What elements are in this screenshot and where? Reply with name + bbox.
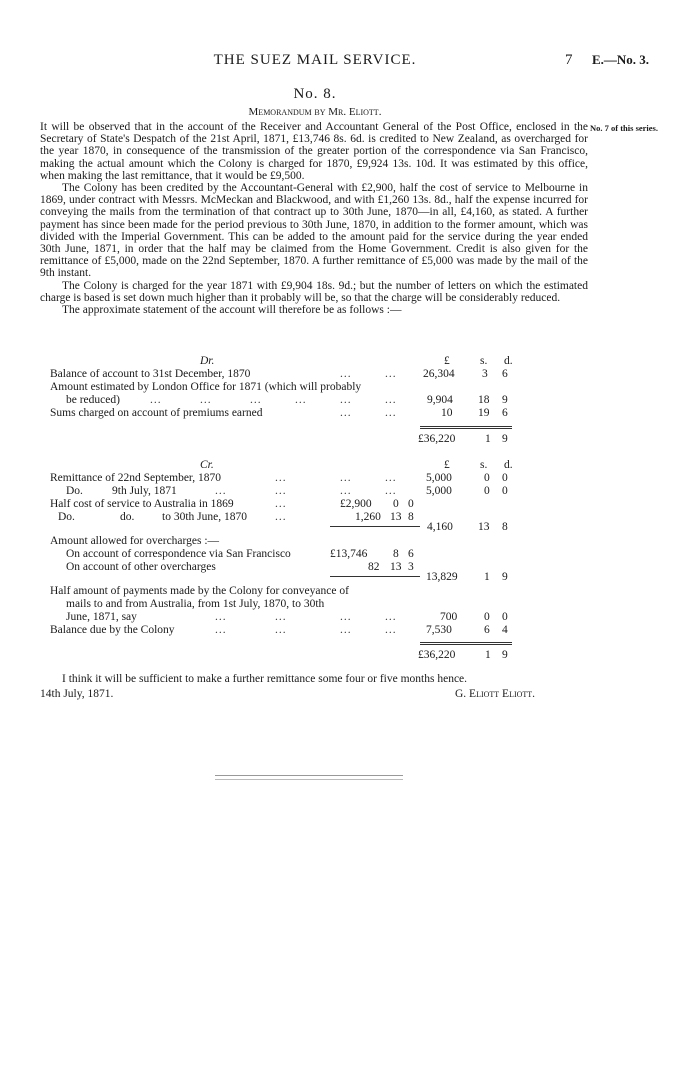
sub-amount-shillings: 8 — [393, 548, 399, 560]
credit-row: Do. do. to 30th June, 1870 ... 1,260 13 8 — [58, 511, 414, 523]
page-number: 7 — [565, 52, 573, 68]
row-label-continued: June, 1871, say — [66, 611, 137, 623]
row-label: Amount estimated by London Office for 1871 (which will probably — [50, 381, 362, 393]
amount-pence: 6 — [502, 407, 508, 419]
credit-row: Balance due by the Colony ... ... ... ... 7,530 6 4 — [50, 624, 508, 636]
paragraph: The Colony is charged for the year 1871 with £9,904 18s. 9d.; but the number of letters on which the estimated charge is based is set down much higher than it probably will be, so that the charge will be considerably reduced. — [40, 279, 588, 304]
sub-amount-pence: 6 — [408, 548, 414, 560]
shillings-heading: s. — [480, 459, 488, 471]
amount-pounds: 700 — [440, 611, 458, 623]
debit-row — [40, 381, 588, 394]
amount-shillings: 0 — [484, 485, 490, 497]
row-label: On account of correspondence via San Francisco — [66, 548, 291, 560]
pounds-heading: £ — [444, 459, 450, 471]
row-label: Balance due by the Colony — [50, 624, 175, 636]
amount-pounds: 5,000 — [426, 485, 452, 497]
row-label: Do. — [66, 485, 83, 497]
amount-pence: 8 — [502, 521, 508, 533]
amount-shillings: 0 — [484, 472, 490, 484]
amount-shillings: 1 — [484, 571, 490, 583]
credit-row: Do. 9th July, 1871 ... ... ... ... 5,000 0 0 — [66, 485, 508, 497]
row-label-detail: 9th July, 1871 — [112, 485, 177, 497]
sub-amount-pounds: £13,746 — [330, 548, 368, 560]
amount-pounds: 5,000 — [426, 472, 452, 484]
amount-pounds: 10 — [441, 407, 453, 419]
closing-rule — [215, 775, 403, 780]
sub-amount-pence: 3 — [408, 561, 414, 573]
page-title: THE SUEZ MAIL SERVICE. — [213, 52, 417, 68]
document-number: No. 8. — [293, 86, 337, 102]
row-label-continued: mails to and from Australia, from 1st July, 1870, to 30th — [66, 598, 325, 610]
amount-shillings: 18 — [478, 394, 490, 406]
row-label: Half cost of service to Australia in 1869 — [50, 498, 234, 510]
amount-pence: 6 — [502, 368, 508, 380]
debit-row: Sums charged on account of premiums earned ... ... 10 19 6 — [50, 407, 508, 419]
sub-amount-pounds: £2,900 — [340, 498, 372, 510]
sub-amount-pounds: 1,260 — [355, 511, 381, 523]
credit-row — [40, 535, 588, 548]
row-label: Do. — [58, 511, 75, 523]
total-pence: 9 — [502, 433, 508, 445]
row-label: Sums charged on account of premiums earned — [50, 407, 263, 419]
amount-pence: 0 — [502, 472, 508, 484]
shillings-heading: s. — [480, 355, 488, 367]
amount-pence: 4 — [502, 624, 508, 636]
row-label-continued: be reduced) — [66, 394, 120, 406]
paragraph: The Colony has been credited by the Accountant-General with £2,900, half the cost of service to Melbourne in 1869, under contract with Messrs. McMeckan and Blackwood, and with £1,260 13s. 8d., half the expense incurred for conveying the mails from the termination of that contract up to 30th June, 1870—in all, £4,160, as stated. A further payment has since been made for the period previous to 30th June, 1870, in addition to the former amount, which was divided with the Imperial Government. This can be added to the amount paid for the service during the year ended 30th June, 1871, in order that the half may be claimed from the Home Government. Credit is also given for the remittance of £5,000, made on the 22nd September, 1870. A further remittance of £5,000 was made by the mail of the 9th instant. — [40, 182, 588, 280]
row-label: Amount allowed for overcharges :— — [50, 535, 220, 547]
sub-amount-shillings: 13 — [390, 511, 402, 523]
amount-shillings: 0 — [484, 611, 490, 623]
pounds-heading: £ — [444, 355, 450, 367]
closing-remark: I think it will be sufficient to make a further remittance some four or five months hence. — [62, 673, 468, 685]
memo-date: 14th July, 1871. — [40, 688, 114, 700]
memo-title: Memorandum by Mr. Eliott. — [248, 106, 382, 118]
signature: G. Eliott Eliott. — [455, 688, 536, 700]
paragraph: It will be observed that in the account of the Receiver and Accountant General of the Post Office, enclosed in the Secretary of State's Despatch of the 21st April, 1871, £13,746 8s. 6d. is credited to New Zealand, as overcharged for the year 1870, in consequence of the transmission of the greater portion of the correspondence via San Francisco, making the actual amount which the Colony is charged for 1870, £9,924 13s. 10d. It was estimated by this office, when making the last remittance, that it would be £9,500. — [40, 121, 588, 182]
total-rule — [420, 642, 512, 643]
amount-shillings: 3 — [482, 368, 488, 380]
debit-row: Balance of account to 31st December, 1870 ... ... 26,304 3 6 — [50, 368, 508, 380]
credit-heading: Cr. — [200, 459, 214, 471]
total-pence: 9 — [502, 649, 508, 661]
credit-row: Remittance of 22nd September, 1870 ... ... ... 5,000 0 0 — [50, 472, 508, 484]
amount-pounds: 13,829 — [426, 571, 458, 583]
sub-amount-pence: 8 — [408, 511, 414, 523]
amount-pence: 9 — [502, 571, 508, 583]
credit-row — [40, 548, 588, 561]
amount-pence: 0 — [502, 485, 508, 497]
amount-shillings: 19 — [478, 407, 490, 419]
amount-shillings: 13 — [478, 521, 490, 533]
total-shillings: 1 — [485, 433, 491, 445]
amount-pounds: 9,904 — [427, 394, 453, 406]
row-label-detail: to 30th June, 1870 — [162, 511, 247, 523]
pence-heading: d. — [504, 459, 513, 471]
total-rule — [420, 426, 512, 427]
paragraph: The approximate statement of the account will therefore be as follows :— — [62, 304, 402, 317]
margin-note: No. 7 of this series. — [590, 123, 658, 133]
amount-pence: 9 — [502, 394, 508, 406]
row-label: On account of other overcharges — [66, 561, 216, 573]
page-header — [0, 52, 700, 72]
debit-total-row — [40, 433, 588, 446]
amount-pounds: 4,160 — [427, 521, 453, 533]
memo-body — [40, 121, 588, 316]
total-pounds: £36,220 — [418, 433, 456, 445]
sub-amount-pounds: 82 — [368, 561, 380, 573]
amount-pounds: 7,530 — [426, 624, 452, 636]
row-label-detail: do. — [120, 511, 135, 523]
total-pounds: £36,220 — [418, 649, 456, 661]
credit-row — [40, 585, 588, 598]
sub-amount-pence: 0 — [408, 498, 414, 510]
row-label: Half amount of payments made by the Colony for conveyance of — [50, 585, 349, 597]
credit-total-row — [40, 649, 588, 662]
paper-reference: E.—No. 3. — [592, 52, 650, 67]
row-label: Remittance of 22nd September, 1870 — [50, 472, 222, 484]
debit-heading: Dr. — [200, 355, 215, 367]
amount-pence: 0 — [502, 611, 508, 623]
credit-row: Half cost of service to Australia in 1869 ... £2,900 0 0 — [50, 498, 414, 510]
sub-amount-shillings: 0 — [393, 498, 399, 510]
total-shillings: 1 — [485, 649, 491, 661]
amount-shillings: 6 — [484, 624, 490, 636]
pence-heading: d. — [504, 355, 513, 367]
sub-amount-shillings: 13 — [390, 561, 402, 573]
amount-pounds: 26,304 — [423, 368, 455, 380]
row-label: Balance of account to 31st December, 1870 — [50, 368, 251, 380]
